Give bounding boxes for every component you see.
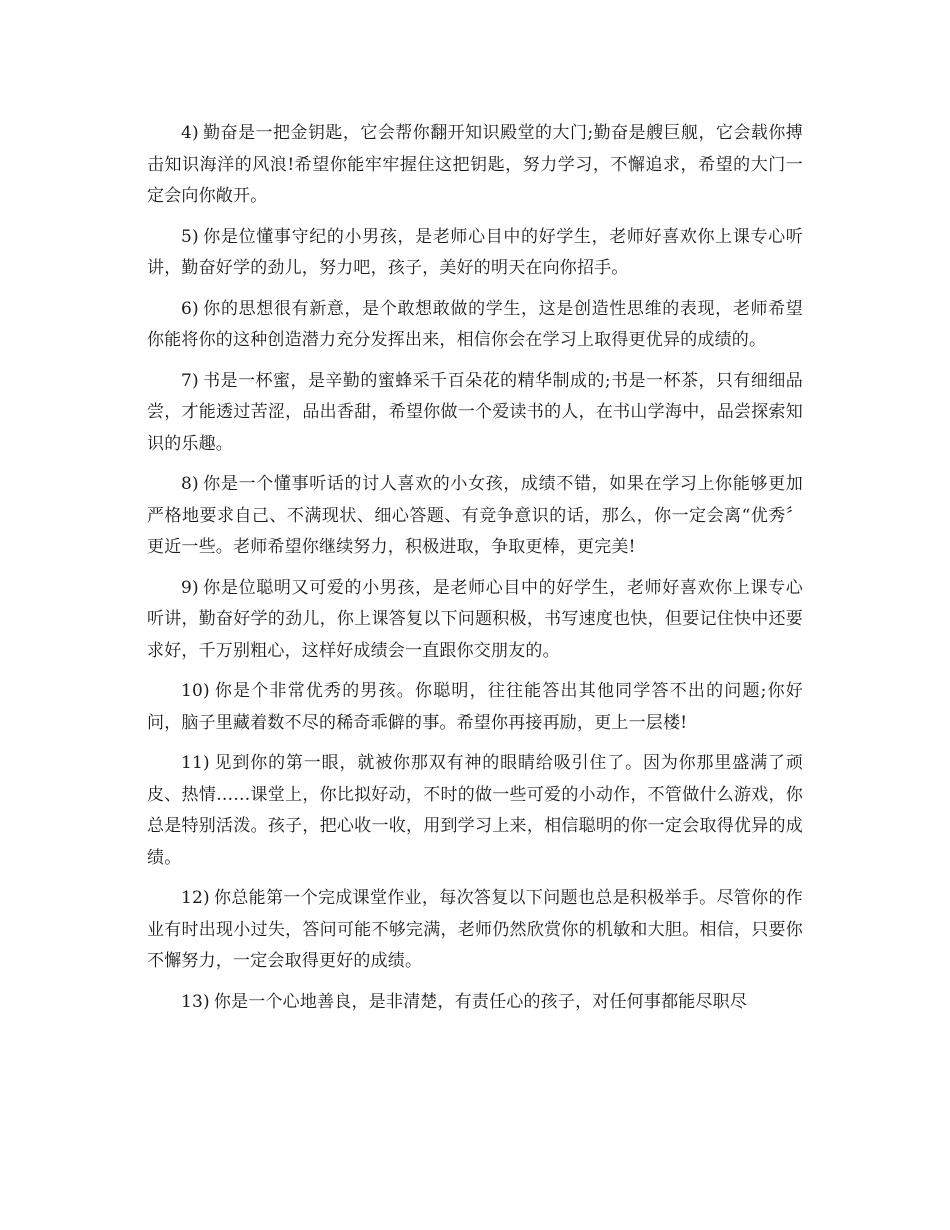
paragraph-number: 5): [181, 226, 199, 247]
paragraph-text: 你的思想很有新意，是个敢想敢做的学生，这是创造性思维的表现，老师希望你能将你的这种创造潜力充分发挥出来，相信你会在学习上取得更优异的成绩的。: [147, 298, 803, 350]
paragraph-number: 9): [181, 577, 199, 598]
document-body: [147, 118, 803, 1027]
paragraph-8: [147, 469, 803, 564]
paragraph-text: 你是位懂事守纪的小男孩，是老师心目中的好学生，老师好喜欢你上课专心听讲，勤奋好学的劲儿，努力吧，孩子，美好的明天在向你招手。: [147, 226, 803, 278]
paragraph-13: [147, 987, 803, 1019]
paragraph-9: [147, 573, 803, 668]
paragraph-number: 6): [181, 298, 199, 319]
paragraph-text: 书是一杯蜜，是辛勤的蜜蜂采千百朵花的精华制成的;书是一杯茶，只有细细品尝，才能透过苦涩，品出香甜，希望你做一个爱读书的人，在书山学海中，品尝探索知识的乐趣。: [147, 370, 803, 454]
paragraph-6: [147, 294, 803, 357]
paragraph-number: 11): [181, 753, 210, 773]
paragraph-text: 你是位聪明又可爱的小男孩，是老师心目中的好学生，老师好喜欢你上课专心听讲，勤奋好学的劲儿，你上课答复以下问题积极，书写速度也快，但要记住快中还要求好，千万别粗心，这样好成绩会一直跟你交朋友的。: [147, 577, 803, 661]
paragraph-text: 见到你的第一眼，就被你那双有神的眼睛给吸引住了。因为你那里盛满了顽皮、热情……课堂上，你比拟好动，不时的做一些可爱的小动作，不管做什么游戏，你总是特别活泼。孩子，把心收一收，用到学习上来，相信聪明的你一定会取得优异的成绩。: [147, 753, 803, 868]
paragraph-5: [147, 222, 803, 285]
paragraph-number: 7): [181, 370, 199, 391]
paragraph-12: [147, 883, 803, 978]
paragraph-text: 你是个非常优秀的男孩。你聪明，往往能答出其他同学答不出的问题;你好问，脑子里藏着数不尽的稀奇乖僻的事。希望你再接再励，更上一层楼!: [147, 681, 803, 733]
paragraph-11: [147, 748, 803, 874]
paragraph-10: [147, 676, 803, 739]
paragraph-text: 你是一个懂事听话的讨人喜欢的小女孩，成绩不错，如果在学习上你能够更加严格地要求自己、不满现状、细心答题、有竞争意识的话，那么，你一定会离“优秀〞更近一些。老师希望你继续努力，积极进取，争取更棒，更完美!: [147, 474, 803, 557]
paragraph-text: 你总能第一个完成课堂作业，每次答复以下问题也总是积极举手。尽管你的作业有时出现小过失，答问可能不够完满，老师仍然欣赏你的机敏和大胆。相信，只要你不懈努力，一定会取得更好的成绩。: [147, 888, 803, 971]
paragraph-text: 你是一个心地善良，是非清楚，有责任心的孩子，对任何事都能尽职尽: [213, 991, 748, 1012]
paragraph-number: 12): [181, 888, 210, 908]
paragraph-number: 4): [181, 123, 199, 143]
paragraph-number: 8): [181, 474, 199, 494]
paragraph-4: [147, 118, 803, 213]
paragraph-number: 13): [181, 991, 210, 1012]
paragraph-text: 勤奋是一把金钥匙，它会帮你翻开知识殿堂的大门;勤奋是艘巨舰，它会载你搏击知识海洋的风浪!希望你能牢牢握住这把钥匙，努力学习，不懈追求，希望的大门一定会向你敞开。: [147, 123, 803, 206]
paragraph-number: 10): [181, 681, 210, 701]
paragraph-7: [147, 366, 803, 461]
